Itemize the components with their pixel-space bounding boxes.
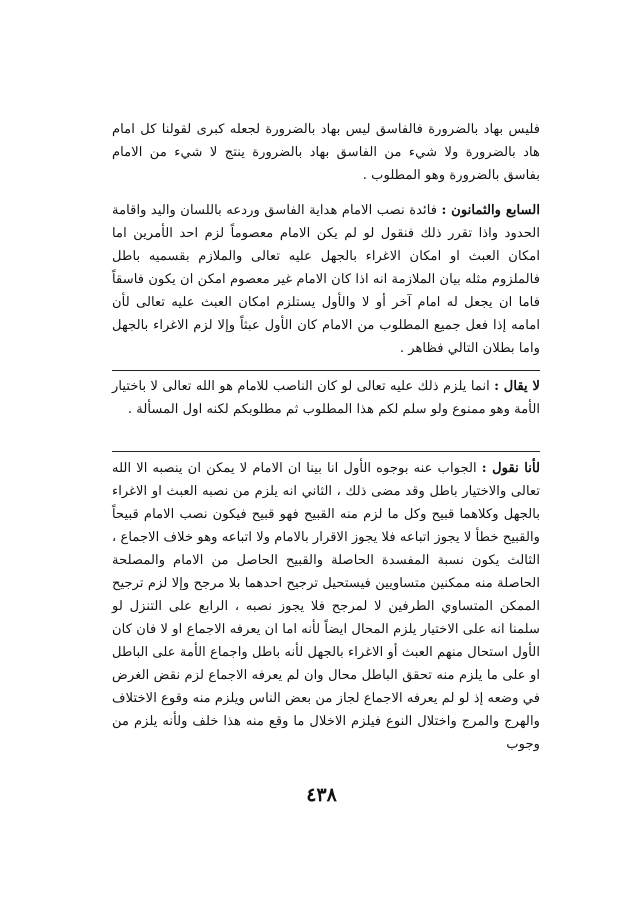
section-divider — [112, 370, 540, 371]
paragraph-body: الجواب عنه بوجوه الأول انا بينا ان الامام لا يمكن ان ينصبه الا الله تعالى والاختيار باطل وقد مضى ذلك ، الثاني انه يلزم من نصبه العبث او الاغراء بالجهل وكلاهما قبيح وكل ما لزم منه القبيح فهو قبيح فيكون نصب الامام قبيحاً والقبيح خطأ لا يجوز اتباعه فلا يجوز الاقرار بالامام ولا اتباعه وهو خلاف الاجماع ، الثالث يكون نسبة المفسدة الحاصلة والقبيح الحاصل من الامام والمصلحة الحاصلة منه ممكنين متساويين فيستحيل ترجيح احدهما بلا مرجح وإلا لزم ترجيح الممكن المتساوي الطرفين لا لمرجح فلا يجوز نصبه ، الرابع على التنزل لو سلمنا انه على الاختيار يلزم المحال ايضاً لأنه اما ان يعرفه الاجماع او لا فان كان الأول استحال منهم العبث أو الاغراء بالجهل لأنه باطل واجماع الأمة على الباطل او على ما يلزم منه تحقق الباطل محال وان لم يعرفه الاجماع لزم نقض الغرض في وضعه إذ لو لم يعرفه الاجماع لجاز من بعض الناس ويلزم منه وقوع الاختلاف والهرج والمرج واختلال النوع فيلزم الاخلال ما وقع منه هذا خلف ولأنه يلزم من وجوب — [112, 461, 540, 752]
paragraph-lead: لا يقال : — [494, 379, 540, 394]
section-divider — [112, 451, 540, 452]
paragraph-body: فائدة نصب الامام هداية الفاسق وردعه باللسان واليد واقامة الحدود واذا تقرر ذلك فنقول لو لم يكن الامام معصوماً لزم احد الأمرين اما امكان العبث او امكان الاغراء بالجهل عليه تعالى والملازم بقسميه باطل فالملزوم مثله بيان الملازمة انه اذا كان الامام غير معصوم امكن ان يكون فاسقاً فاما ان يجعل له امام آخر أو لا والأول يستلزم امكان العبث عليه تعالى لأن امامه إذا فعل جميع المطلوب من الامام كان الأول عبثاً وإلا لزم الاغراء بالجهل واما بطلان التالي فظاهر . — [112, 203, 540, 356]
paragraph-2 — [112, 199, 540, 360]
paragraph-text — [112, 118, 540, 187]
paragraph-text — [112, 199, 540, 360]
paragraph-1 — [112, 118, 540, 187]
paragraph-3 — [112, 375, 540, 421]
paragraph-text — [112, 375, 540, 421]
paragraph-body: فليس بهاد بالضرورة فالفاسق ليس بهاد بالضرورة لجعله كبرى لقولنا كل امام هاد بالضرورة ولا شيء من الفاسق بهاد بالضرورة ينتج لا شيء من الامام بفاسق بالضرورة وهو المطلوب . — [112, 122, 540, 183]
paragraph-lead: السابع والثمانون : — [441, 203, 540, 218]
paragraph-lead: لأنا نقول : — [481, 461, 541, 476]
page-number: ٤٣٨ — [306, 784, 337, 806]
paragraph-text — [112, 457, 540, 756]
paragraph-body: انما يلزم ذلك عليه تعالى لو كان الناصب للامام هو الله تعالى لا باختيار الأمة وهو ممنوع ولو سلم لكم هذا المطلوب ثم مطلوبكم لكنه اول المسألة . — [112, 379, 540, 417]
paragraph-4 — [112, 457, 540, 756]
